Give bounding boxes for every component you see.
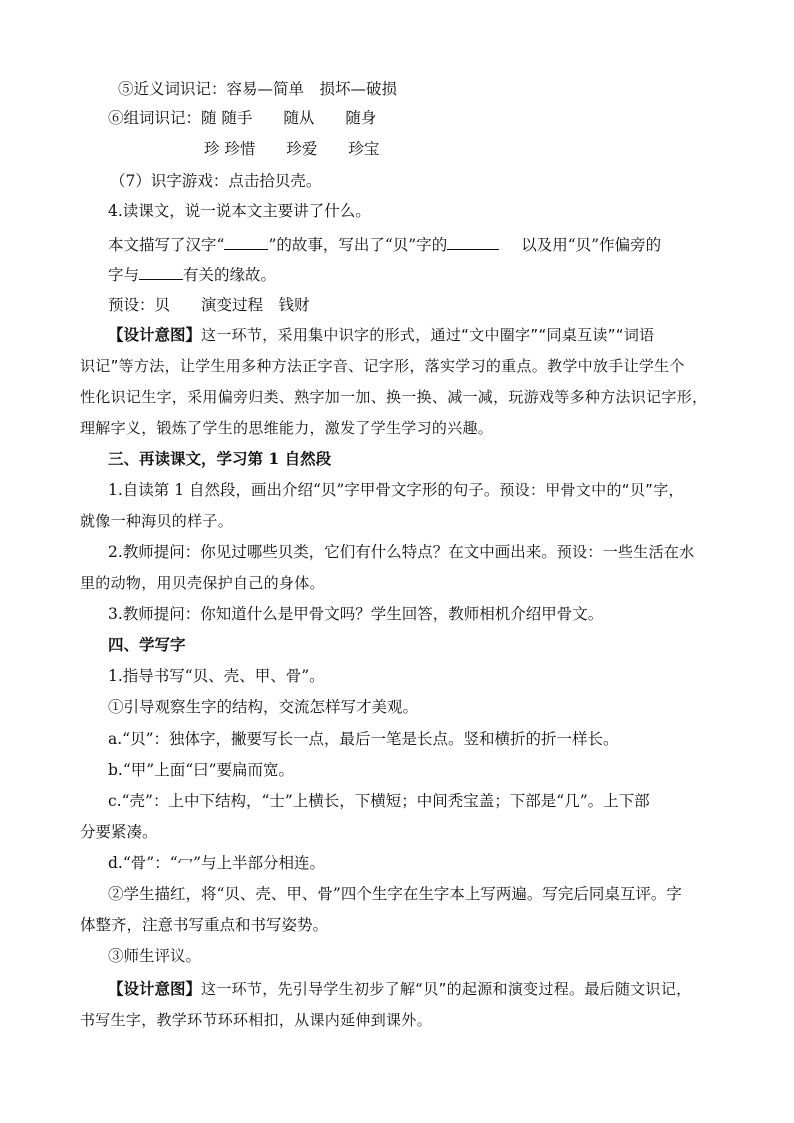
fill-blank-line-1 — [108, 233, 661, 256]
fill-blank-line-2 — [108, 263, 276, 286]
fill-text-3: 以及用“贝”作偏旁的 — [521, 236, 662, 254]
design-intent-tag: 【设计意图】 — [108, 325, 202, 344]
writing-step-2: ②学生描红，将“贝、壳、甲、骨”四个生字在生字本上写两遍。写完后同桌互评。字 — [108, 885, 682, 903]
step-4-title: 4.读课文，说一说本文主要讲了什么。 — [108, 202, 371, 220]
writing-item-1: 1.指导书写“贝、壳、甲、骨”。 — [108, 667, 325, 685]
blank-3 — [139, 263, 183, 280]
writing-note-b: b.“甲”上面“曰”要扁而宽。 — [108, 761, 295, 779]
design-intent-text-2: 这一环节，先引导学生初步了解“贝”的起源和演变过程。最后随文识记， — [201, 980, 692, 998]
design-intent-tag-2: 【设计意图】 — [108, 979, 202, 998]
design-intent-1-line-4: 理解字义，锻炼了学生的思维能力，激发了学生学习的兴趣。 — [80, 419, 494, 437]
design-intent-2-line-1 — [108, 978, 691, 1000]
design-intent-text: 这一环节，采用集中识字的形式，通过“文中圈字”“同桌互读”“词语 — [201, 326, 655, 344]
section-4-heading: 四、学写字 — [108, 635, 186, 654]
writing-step-2-cont: 体整齐，注意书写重点和书写姿势。 — [80, 916, 329, 934]
fill-text-1: 本文描写了汉字“ — [108, 236, 225, 254]
writing-note-c: c.“壳”：上中下结构，“士”上横长，下横短；中间秃宝盖；下部是“几”。上下部 — [108, 792, 650, 810]
section-3-item-2-cont: 里的动物，用贝壳保护自己的身体。 — [80, 574, 325, 592]
design-intent-2-line-2: 书写生字，教学环节环环相扣，从课内延伸到课外。 — [80, 1011, 432, 1029]
section-3-heading: 三、再读课文，学习第 1 自然段 — [108, 449, 332, 468]
preset-answer: 预设：贝 演变过程 钱财 — [108, 296, 310, 314]
writing-note-d: d.“骨”：“冖”与上半部分相连。 — [108, 854, 326, 872]
design-intent-1-line-3: 性化识记生字，采用偏旁归类、熟字加一加、换一换、减一减，玩游戏等多种方法识记字形， — [80, 388, 708, 406]
section-3-item-1-cont: 就像一种海贝的样子。 — [80, 512, 234, 530]
word-group-memo-zhen: 珍 珍惜 珍爱 珍宝 — [204, 140, 380, 158]
fill-text-2: ”的故事，写出了“贝”字的 — [268, 236, 448, 254]
blank-1 — [224, 233, 268, 250]
writing-note-c-cont: 分要紧凑。 — [80, 823, 158, 841]
synonym-memo: ⑤近义词识记：容易—简单 损坏—破损 — [118, 80, 398, 98]
design-intent-1-line-1 — [108, 324, 654, 346]
writing-note-a: a.“贝”：独体字，撇要写长一点，最后一笔是长点。竖和横折的折一样长。 — [108, 730, 619, 748]
word-group-memo-sui: ⑥组词识记：随 随手 随从 随身 — [108, 109, 377, 127]
fill-text-4: 字与 — [108, 266, 140, 284]
section-3-item-3: 3.教师提问：你知道什么是甲骨文吗？学生回答，教师相机介绍甲骨文。 — [108, 605, 604, 623]
section-3-item-2: 2.教师提问：你见过哪些贝类，它们有什么特点？在文中画出来。预设：一些生活在水 — [108, 543, 695, 561]
writing-step-1: ①引导观察生字的结构，交流怎样写才美观。 — [108, 698, 419, 716]
section-3-item-1: 1.自读第 1 自然段，画出介绍“贝”字甲骨文字形的句子。预设：甲骨文中的“贝”字， — [108, 481, 684, 499]
literacy-game: （7）识字游戏：点击拾贝壳。 — [110, 172, 322, 190]
blank-2 — [447, 233, 499, 250]
design-intent-1-line-2: 识记”等方法，让学生用多种方法正字音、记字形，落实学习的重点。教学中放手让学生个 — [80, 357, 685, 375]
writing-step-3: ③师生评议。 — [108, 947, 202, 965]
fill-text-5: 有关的缘故。 — [183, 266, 277, 284]
